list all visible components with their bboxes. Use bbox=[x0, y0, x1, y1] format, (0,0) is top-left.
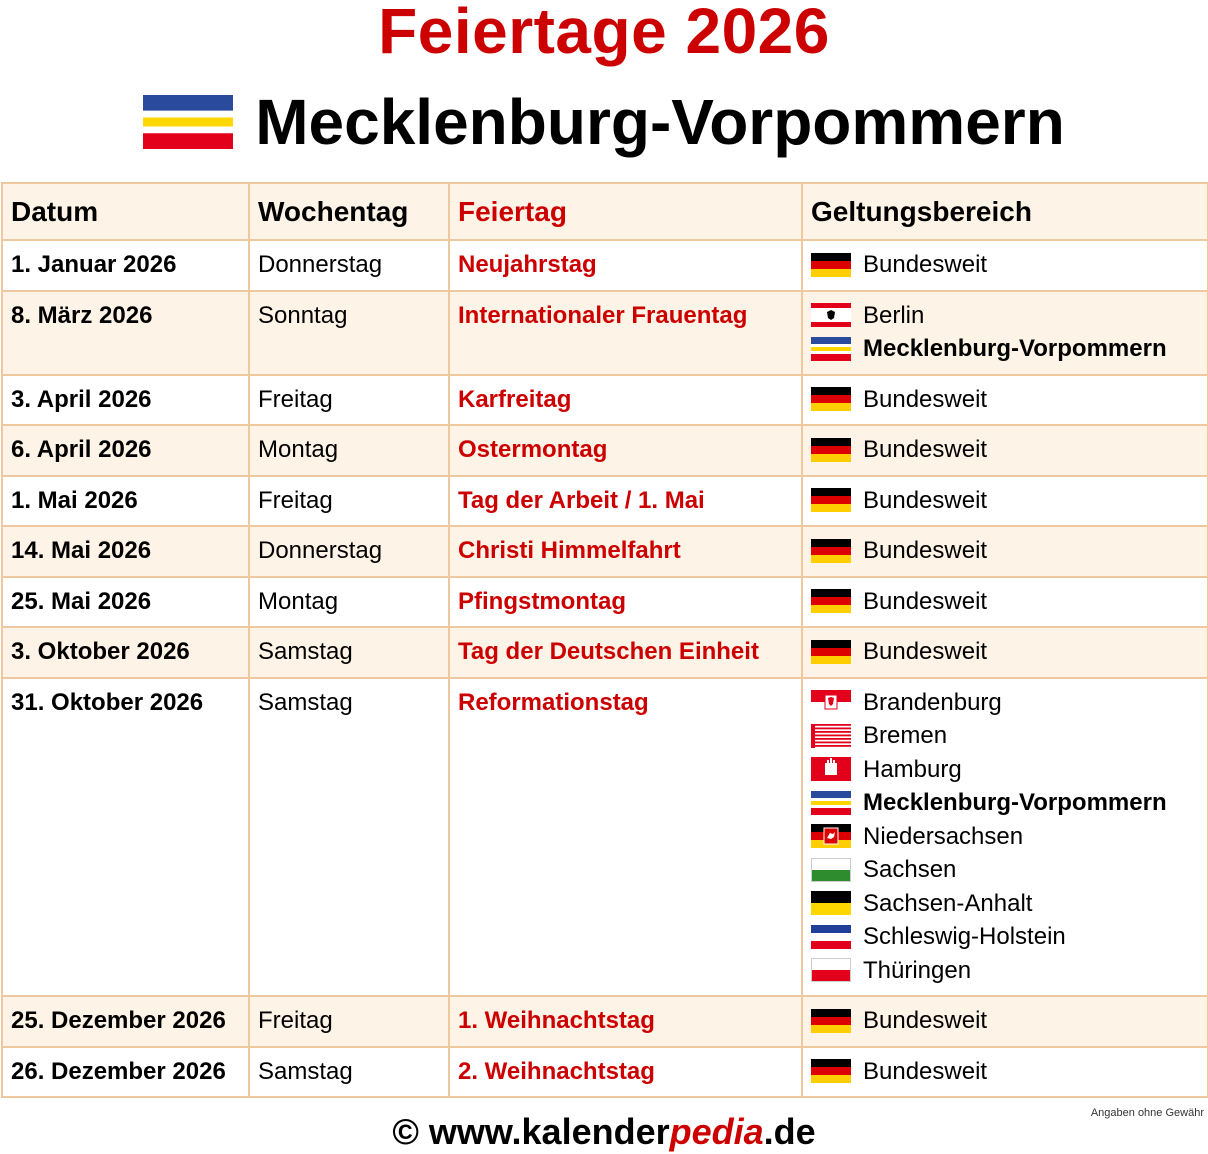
region-name: Bundesweit bbox=[863, 1007, 988, 1034]
region-item bbox=[811, 248, 1199, 282]
region-item bbox=[811, 585, 1199, 619]
table-row bbox=[2, 526, 1208, 577]
region-item bbox=[811, 433, 1199, 467]
brandenburg-flag-icon bbox=[811, 690, 851, 714]
scope-cell bbox=[802, 240, 1208, 291]
holiday-name: Tag der Deutschen Einheit bbox=[458, 638, 759, 665]
date: 25. Dezember 2026 bbox=[11, 1007, 226, 1034]
region-list bbox=[811, 299, 1199, 366]
region-name: Hamburg bbox=[863, 755, 962, 783]
table-row bbox=[2, 627, 1208, 678]
table-header-row bbox=[2, 183, 1208, 240]
weekday-cell bbox=[249, 1047, 449, 1098]
thueringen-flag-icon bbox=[811, 958, 851, 982]
weekday-cell bbox=[249, 425, 449, 476]
date: 6. April 2026 bbox=[11, 436, 152, 463]
schleswig-holstein-flag-icon bbox=[811, 925, 851, 949]
region-item bbox=[811, 1004, 1199, 1038]
date-cell bbox=[2, 678, 249, 997]
date-cell bbox=[2, 577, 249, 628]
hamburg-flag-icon bbox=[811, 757, 851, 781]
date: 1. Mai 2026 bbox=[11, 486, 138, 514]
weekday-cell bbox=[249, 627, 449, 678]
date-cell bbox=[2, 996, 249, 1047]
table-row bbox=[2, 678, 1208, 997]
region-list bbox=[811, 1055, 1199, 1089]
subtitle-text: Mecklenburg-Vorpommern bbox=[255, 86, 1065, 158]
footer-copyright bbox=[0, 1110, 1208, 1154]
scope-cell bbox=[802, 526, 1208, 577]
germany-flag-icon bbox=[811, 1009, 851, 1033]
region-item bbox=[811, 719, 1199, 753]
region-list bbox=[811, 686, 1199, 988]
region-list bbox=[811, 383, 1199, 417]
footer-suffix: .de bbox=[763, 1111, 816, 1152]
table-row bbox=[2, 425, 1208, 476]
weekday: Montag bbox=[258, 587, 339, 615]
header-holiday: Feiertag bbox=[449, 183, 802, 240]
region-name: Thüringen bbox=[863, 956, 972, 984]
weekday-cell bbox=[249, 375, 449, 426]
holiday-table bbox=[1, 182, 1208, 1098]
region-item bbox=[811, 920, 1199, 954]
date-cell bbox=[2, 476, 249, 527]
region-item bbox=[811, 753, 1199, 787]
date: 8. März 2026 bbox=[11, 301, 153, 329]
header-scope: Geltungsbereich bbox=[802, 183, 1208, 240]
germany-flag-icon bbox=[811, 1059, 851, 1083]
weekday: Freitag bbox=[258, 385, 333, 413]
holiday-name: Pfingstmontag bbox=[458, 587, 626, 615]
weekday: Donnerstag bbox=[258, 537, 383, 564]
scope-cell bbox=[802, 375, 1208, 426]
region-list bbox=[811, 433, 1199, 467]
region-name: Brandenburg bbox=[863, 688, 1002, 716]
date-cell bbox=[2, 291, 249, 375]
date: 14. Mai 2026 bbox=[11, 537, 152, 564]
region-item bbox=[811, 484, 1199, 518]
table-row bbox=[2, 1047, 1208, 1098]
region-name: Bundesweit bbox=[863, 251, 988, 278]
holiday-name-cell bbox=[449, 375, 802, 426]
region-item bbox=[811, 954, 1199, 988]
holiday-name-cell bbox=[449, 678, 802, 997]
date-cell bbox=[2, 425, 249, 476]
table-row bbox=[2, 577, 1208, 628]
niedersachsen-flag-icon bbox=[811, 824, 851, 848]
holiday-name-cell bbox=[449, 577, 802, 628]
scope-cell bbox=[802, 291, 1208, 375]
holiday-name: Tag der Arbeit / 1. Mai bbox=[458, 486, 705, 514]
holiday-name: Ostermontag bbox=[458, 436, 608, 463]
weekday: Donnerstag bbox=[258, 251, 383, 278]
mv-flag-icon bbox=[811, 337, 851, 361]
holiday-name-cell bbox=[449, 425, 802, 476]
weekday-cell bbox=[249, 476, 449, 527]
holiday-name: 1. Weihnachtstag bbox=[458, 1007, 655, 1034]
date-cell bbox=[2, 375, 249, 426]
scope-cell bbox=[802, 476, 1208, 527]
holiday-name: Reformationstag bbox=[458, 688, 649, 716]
berlin-flag-icon bbox=[811, 303, 851, 327]
germany-flag-icon bbox=[811, 387, 851, 411]
table-row bbox=[2, 291, 1208, 375]
holiday-name-cell bbox=[449, 526, 802, 577]
region-list bbox=[811, 635, 1199, 669]
holiday-name-cell bbox=[449, 627, 802, 678]
region-item bbox=[811, 635, 1199, 669]
holiday-name: Internationaler Frauentag bbox=[458, 301, 748, 329]
date: 26. Dezember 2026 bbox=[11, 1057, 226, 1085]
germany-flag-icon bbox=[811, 640, 851, 664]
region-name: Schleswig-Holstein bbox=[863, 923, 1066, 950]
region-name: Mecklenburg-Vorpommern bbox=[863, 789, 1167, 816]
region-item bbox=[811, 1055, 1199, 1089]
weekday-cell bbox=[249, 678, 449, 997]
holiday-name: 2. Weihnachtstag bbox=[458, 1057, 655, 1085]
region-name: Bundesweit bbox=[863, 638, 988, 665]
germany-flag-icon bbox=[811, 488, 851, 512]
region-item bbox=[811, 534, 1199, 568]
sachsen-flag-icon bbox=[811, 858, 851, 882]
holiday-name: Neujahrstag bbox=[458, 251, 597, 278]
region-name: Mecklenburg-Vorpommern bbox=[863, 335, 1167, 362]
footer-highlight: pedia bbox=[669, 1111, 764, 1152]
table-row bbox=[2, 375, 1208, 426]
scope-cell bbox=[802, 678, 1208, 997]
region-item bbox=[811, 383, 1199, 417]
region-name: Bremen bbox=[863, 722, 948, 749]
holiday-name-cell bbox=[449, 476, 802, 527]
region-name: Sachsen bbox=[863, 856, 957, 883]
holiday-name: Karfreitag bbox=[458, 385, 572, 413]
date-cell bbox=[2, 1047, 249, 1098]
table-row bbox=[2, 240, 1208, 291]
mv-flag-icon bbox=[811, 791, 851, 815]
region-name: Bundesweit bbox=[863, 486, 988, 514]
region-name: Sachsen-Anhalt bbox=[863, 889, 1033, 917]
bremen-flag-icon bbox=[811, 724, 851, 748]
weekday-cell bbox=[249, 577, 449, 628]
scope-cell bbox=[802, 1047, 1208, 1098]
germany-flag-icon bbox=[811, 589, 851, 613]
germany-flag-icon bbox=[811, 253, 851, 277]
scope-cell bbox=[802, 627, 1208, 678]
region-item bbox=[811, 299, 1199, 333]
region-item bbox=[811, 332, 1199, 366]
date-cell bbox=[2, 526, 249, 577]
holiday-name-cell bbox=[449, 996, 802, 1047]
weekday: Samstag bbox=[258, 1057, 353, 1085]
date: 31. Oktober 2026 bbox=[11, 688, 204, 716]
region-name: Niedersachsen bbox=[863, 822, 1024, 850]
weekday-cell bbox=[249, 996, 449, 1047]
region-name: Bundesweit bbox=[863, 537, 988, 564]
holiday-name-cell bbox=[449, 1047, 802, 1098]
sachsen-anhalt-flag-icon bbox=[811, 891, 851, 915]
weekday: Sonntag bbox=[258, 301, 348, 329]
scope-cell bbox=[802, 425, 1208, 476]
germany-flag-icon bbox=[811, 438, 851, 462]
weekday: Freitag bbox=[258, 486, 333, 514]
region-item bbox=[811, 887, 1199, 921]
date: 25. Mai 2026 bbox=[11, 587, 152, 615]
weekday: Samstag bbox=[258, 638, 353, 665]
region-name: Berlin bbox=[863, 301, 925, 329]
region-list bbox=[811, 585, 1199, 619]
date: 3. April 2026 bbox=[11, 385, 152, 413]
region-name: Bundesweit bbox=[863, 385, 988, 413]
holiday-name-cell bbox=[449, 240, 802, 291]
region-item bbox=[811, 820, 1199, 854]
region-name: Bundesweit bbox=[863, 1057, 988, 1085]
date: 3. Oktober 2026 bbox=[11, 638, 190, 665]
header-weekday: Wochentag bbox=[249, 183, 449, 240]
holiday-name-cell bbox=[449, 291, 802, 375]
page-subtitle bbox=[0, 84, 1208, 160]
region-item bbox=[811, 786, 1199, 820]
table-row bbox=[2, 996, 1208, 1047]
weekday-cell bbox=[249, 291, 449, 375]
region-item bbox=[811, 686, 1199, 720]
region-name: Bundesweit bbox=[863, 587, 988, 615]
region-list bbox=[811, 248, 1199, 282]
weekday-cell bbox=[249, 240, 449, 291]
scope-cell bbox=[802, 996, 1208, 1047]
germany-flag-icon bbox=[811, 539, 851, 563]
mv-flag-icon bbox=[143, 95, 233, 149]
date-cell bbox=[2, 240, 249, 291]
weekday-cell bbox=[249, 526, 449, 577]
footer-prefix: © www.kalender bbox=[392, 1111, 670, 1152]
region-item bbox=[811, 853, 1199, 887]
scope-cell bbox=[802, 577, 1208, 628]
region-list bbox=[811, 484, 1199, 518]
holiday-name: Christi Himmelfahrt bbox=[458, 537, 681, 564]
table-row bbox=[2, 476, 1208, 527]
date: 1. Januar 2026 bbox=[11, 251, 177, 278]
disclaimer: Angaben ohne Gewähr bbox=[1090, 1107, 1204, 1119]
weekday: Freitag bbox=[258, 1007, 333, 1034]
region-list bbox=[811, 1004, 1199, 1038]
region-list bbox=[811, 534, 1199, 568]
weekday: Montag bbox=[258, 436, 339, 463]
date-cell bbox=[2, 627, 249, 678]
header-date: Datum bbox=[2, 183, 249, 240]
weekday: Samstag bbox=[258, 688, 353, 716]
region-name: Bundesweit bbox=[863, 436, 988, 463]
page-title: Feiertage 2026 bbox=[378, 0, 830, 67]
